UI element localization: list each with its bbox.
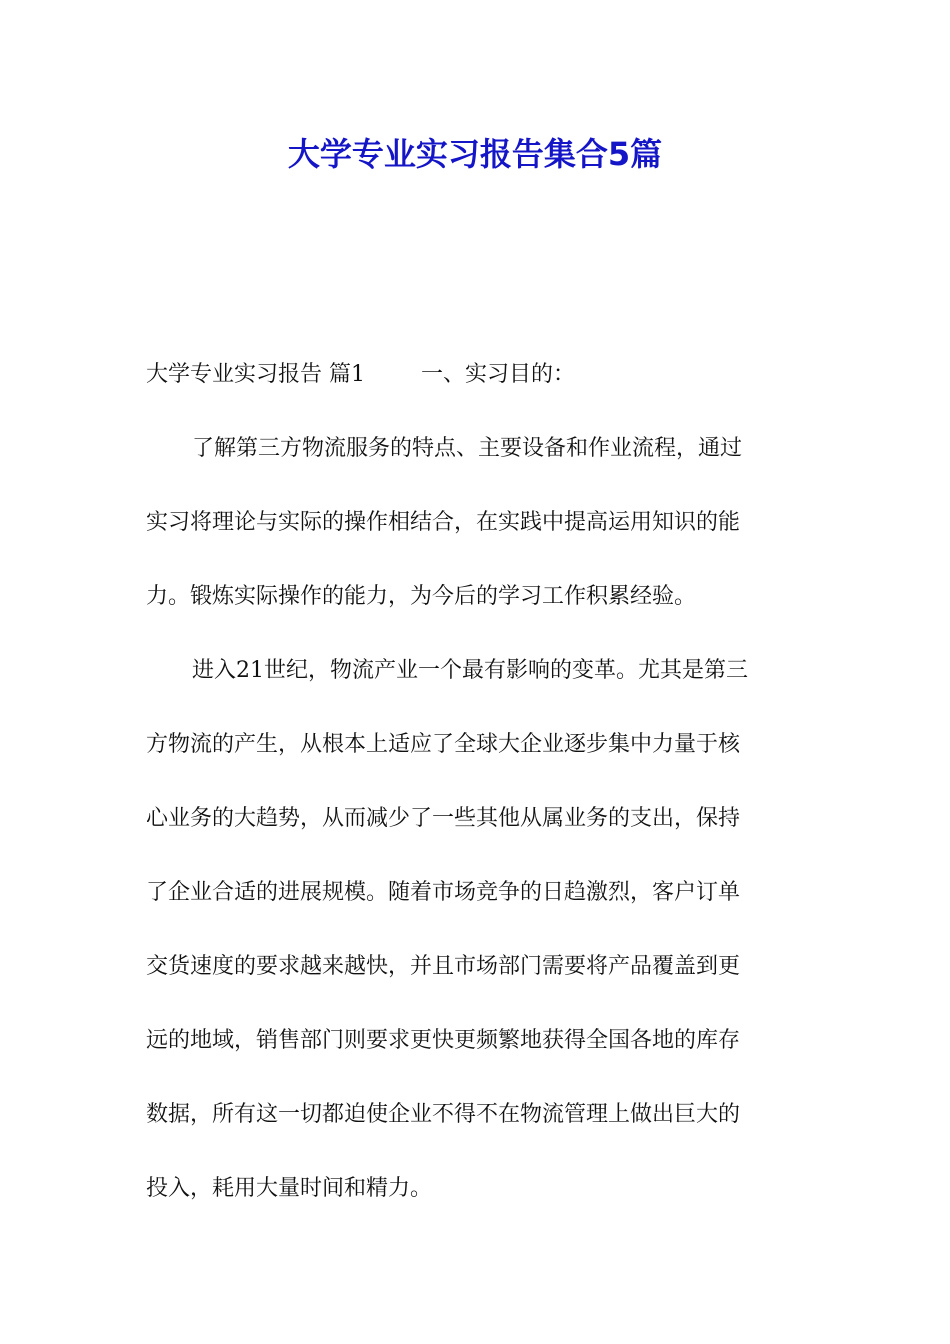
paragraph-line: 力。锻炼实际操作的能力，为今后的学习工作积累经验。 [146, 584, 697, 609]
section-subheading: 一、实习目的： [421, 362, 576, 387]
paragraph-line: 实习将理论与实际的操作相结合，在实践中提高运用知识的能 [146, 510, 741, 535]
paragraph-1 [146, 412, 806, 634]
document-body [146, 338, 806, 1226]
paragraph-2 [146, 634, 806, 1226]
paragraph-line: 了企业合适的进展规模。随着市场竞争的日趋激烈，客户订单 [146, 880, 741, 905]
section-heading-line [146, 338, 806, 412]
paragraph-line: 远的地域，销售部门则要求更快更频繁地获得全国各地的库存 [146, 1028, 741, 1053]
paragraph-line: 投入，耗用大量时间和精力。 [146, 1176, 433, 1201]
paragraph-line: 交货速度的要求越来越快，并且市场部门需要将产品覆盖到更 [146, 954, 741, 979]
paragraph-line: 数据，所有这一切都迫使企业不得不在物流管理上做出巨大的 [146, 1102, 741, 1127]
paragraph-line: 方物流的产生，从根本上适应了全球大企业逐步集中力量于核 [146, 732, 741, 757]
document-title: 大学专业实习报告集合5篇 [287, 135, 663, 173]
paragraph-line: 进入21世纪，物流产业一个最有影响的变革。尤其是第三 [192, 658, 748, 683]
paragraph-line: 了解第三方物流服务的特点、主要设备和作业流程，通过 [192, 436, 743, 461]
paragraph-line: 心业务的大趋势，从而减少了一些其他从属业务的支出，保持 [146, 806, 741, 831]
section-label: 大学专业实习报告 篇1 [146, 362, 365, 387]
